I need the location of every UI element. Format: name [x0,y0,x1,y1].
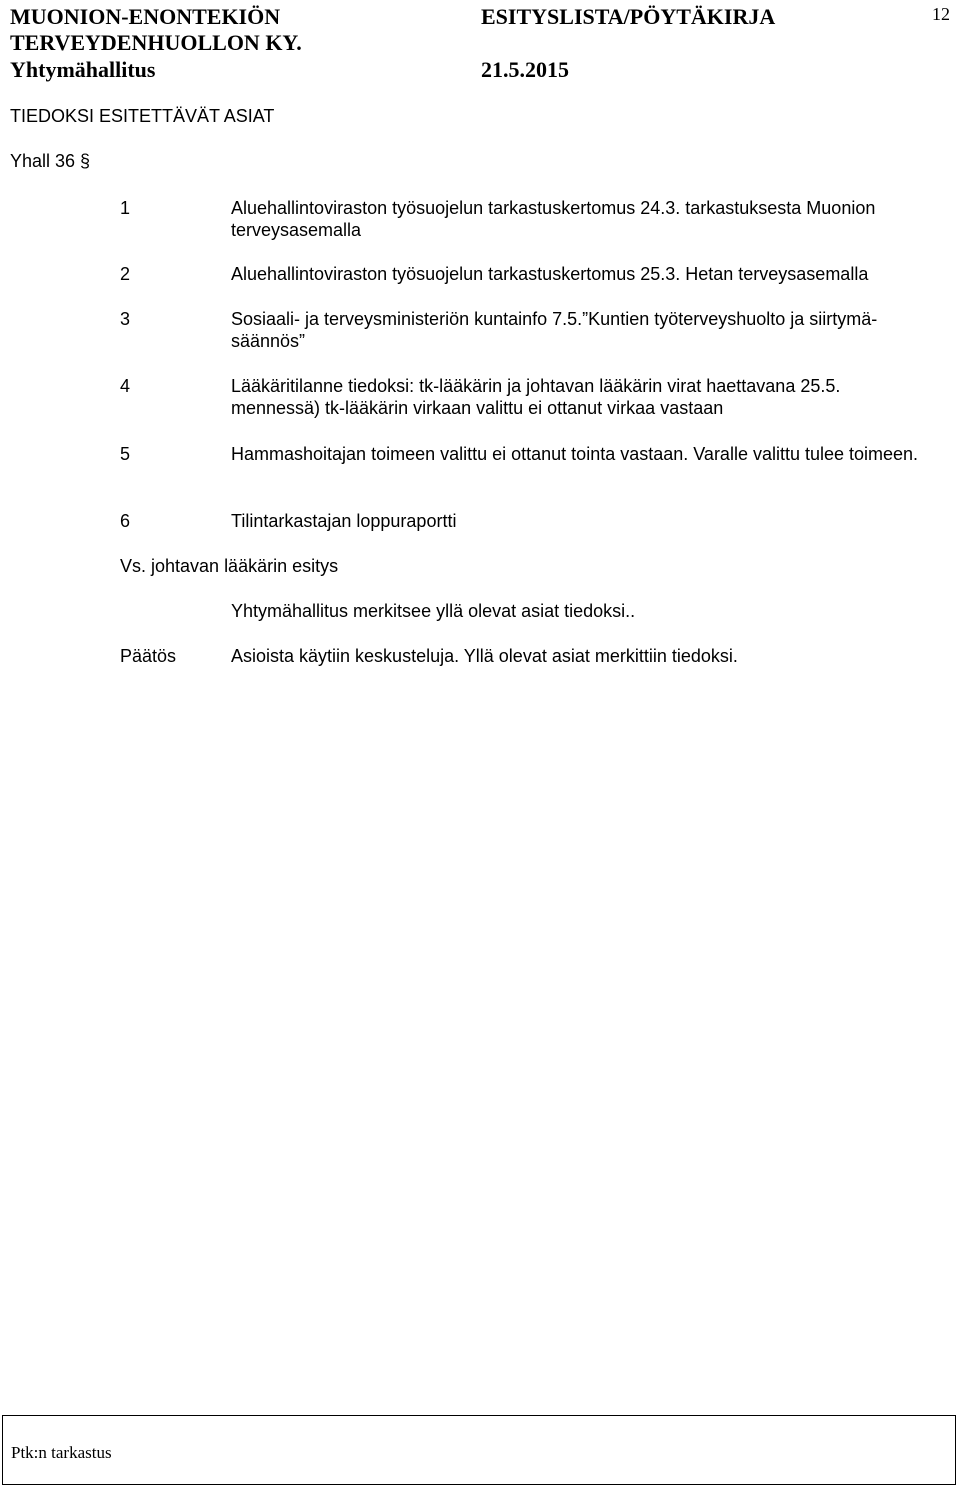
item-text: Sosiaali- ja terveysministeriön kuntainfo 7.5.”Kuntien työterveyshuolto ja siirtymä-säännös” [231,309,878,351]
review-box [2,1415,956,1485]
item-number: 6 [120,511,131,531]
item-number: 3 [120,309,131,329]
org-name-line1: MUONION-ENONTEKIÖN [10,4,281,29]
proposal-text: Yhtymähallitus merkitsee yllä olevat asiat tiedoksi.. [231,601,636,621]
item-number: 1 [120,198,131,218]
item-text: Aluehallintoviraston työsuojelun tarkastuskertomus 25.3. Hetan terveysasemalla [231,264,869,284]
org-name-line2: TERVEYDENHUOLLON KY. [10,30,302,55]
item-number: 2 [120,264,131,284]
item-number: 4 [120,376,131,396]
item-text: Tilintarkastajan loppuraportti [231,511,457,531]
page-number: 12 [932,4,950,24]
item-text: Hammashoitajan toimeen valittu ei ottanut tointa vastaan. Varalle valittu tulee toimeen. [231,444,919,464]
section-reference: Yhall 36 § [10,151,91,171]
item-number: 5 [120,444,131,464]
meeting-date: 21.5.2015 [481,57,569,82]
item-text: Aluehallintoviraston työsuojelun tarkastuskertomus 24.3. tarkastuksesta Muonion terveysasemalla [231,198,876,240]
item-text: Lääkäritilanne tiedoksi: tk-lääkärin ja johtavan lääkärin virat haettavana 25.5. mennessä) tk-lääkärin virkaan valittu ei ottanut virkaa vastaan [231,376,841,418]
document-type: ESITYSLISTA/PÖYTÄKIRJA [481,4,776,29]
review-label: Ptk:n tarkastus [11,1443,112,1462]
proposal-label: Vs. johtavan lääkärin esitys [120,556,339,576]
decision-label: Päätös [120,646,177,666]
governing-body: Yhtymähallitus [10,57,156,82]
decision-text: Asioista käytiin keskusteluja. Yllä olevat asiat merkittiin tiedoksi. [231,646,738,666]
section-title: TIEDOKSI ESITETTÄVÄT ASIAT [10,106,275,126]
